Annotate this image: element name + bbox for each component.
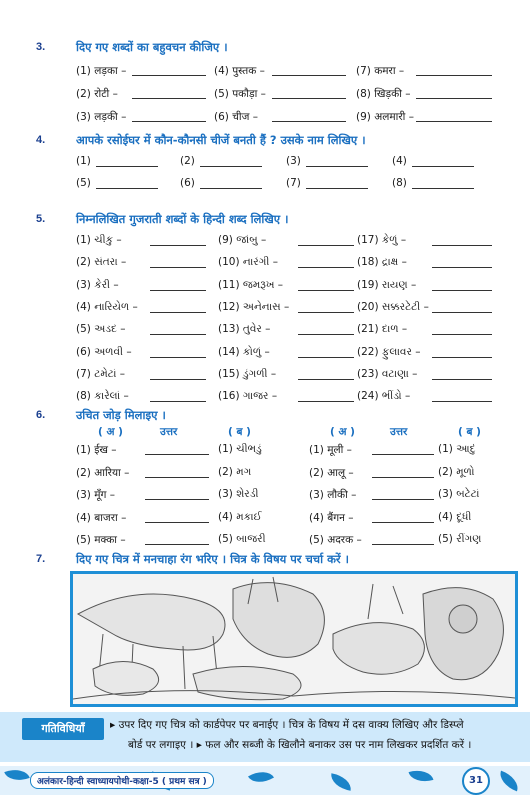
q4-instruction: आपके रसोईघर में कौन-कौनसी चीजें बनती हैं ? उसके नाम लिखिए । — [76, 133, 366, 147]
answer-blank[interactable] — [416, 121, 492, 122]
book-title: अलंकार-हिन्दी स्वाध्यायपोथी-कक्षा-5 ( प्रथम सत्र ) — [30, 772, 214, 789]
answer-blank[interactable] — [432, 334, 492, 335]
q4-item: (1) — [76, 155, 91, 167]
answer-blank[interactable] — [432, 379, 492, 380]
answer-blank[interactable] — [150, 401, 206, 402]
answer-blank[interactable] — [132, 98, 206, 99]
q6-header-b-left: ( ब ) — [228, 426, 251, 438]
q6-item: (5) मक्का – — [76, 534, 126, 546]
q5-item: (5) અડદ – — [76, 323, 126, 336]
answer-blank[interactable] — [298, 401, 354, 402]
q6-item: (4) દૂધી — [438, 510, 472, 523]
q6-item: (4) મકાઈ — [218, 510, 262, 523]
q4-item: (4) — [392, 155, 407, 167]
answer-blank[interactable] — [298, 357, 354, 358]
q3-item: (9) अलमारी – — [356, 111, 414, 123]
q5-item: (11) જમરૂખ – — [218, 278, 284, 291]
q6-item: (1) આદું — [438, 443, 476, 455]
answer-blank[interactable] — [150, 245, 206, 246]
q6-item: (4) बाजरा – — [76, 511, 127, 524]
q5-item: (12) અનેનાસ – — [218, 300, 290, 313]
q6-item: (1) ચીભડું — [218, 443, 262, 455]
q6-item: (2) आलू – — [309, 466, 354, 479]
q6-item: (2) आरिया – — [76, 466, 130, 479]
answer-blank[interactable] — [272, 75, 346, 76]
leaf-icon — [4, 765, 29, 786]
q5-item: (1) ચીકુ – — [76, 234, 122, 246]
q6-header-answer-left: उत्तर — [160, 426, 178, 438]
leaf-icon — [496, 771, 521, 792]
coloring-picture — [70, 571, 518, 707]
answer-blank[interactable] — [96, 166, 158, 167]
activity-label: गतिविधियाँ — [22, 718, 104, 740]
answer-blank[interactable] — [150, 312, 206, 313]
answer-blank[interactable] — [298, 312, 354, 313]
q6-item: (4) बैंगन – — [309, 511, 354, 524]
q7-number: 7. — [36, 553, 46, 565]
q6-instruction: उचित जोड़ मिलाइए । — [76, 408, 166, 422]
answer-blank[interactable] — [298, 245, 354, 246]
q5-item: (23) વટાણા – — [357, 367, 418, 380]
answer-blank[interactable] — [150, 267, 206, 268]
q5-item: (15) ડુંગળી – — [218, 367, 277, 380]
q3-number: 3. — [36, 41, 46, 53]
q3-instruction: दिए गए शब्दों का बहुवचन कीजिए । — [76, 40, 228, 54]
answer-blank[interactable] — [150, 334, 206, 335]
answer-blank[interactable] — [145, 544, 209, 545]
activity-line-2: बोर्ड पर लगाइए । ▸ फल और सब्जी के खिलौने बनाकर उस पर नाम लिखकर प्रदर्शित करें । — [128, 739, 472, 751]
q6-item: (5) બાજરી — [218, 533, 266, 545]
q4-item: (8) — [392, 177, 407, 189]
answer-blank[interactable] — [145, 477, 209, 478]
q5-item: (21) દાળ – — [357, 323, 408, 336]
q6-item: (1) मूली – — [309, 444, 352, 456]
q5-item: (14) કોળું – — [218, 345, 270, 358]
answer-blank[interactable] — [200, 166, 262, 167]
q3-item: (4) पुस्तक – — [214, 65, 265, 77]
answer-blank[interactable] — [132, 121, 206, 122]
q5-item: (22) ફુલાવર – — [357, 345, 421, 358]
q6-header-a-right: ( अ ) — [330, 426, 355, 438]
answer-blank[interactable] — [306, 166, 368, 167]
q5-item: (9) જાંબુ – — [218, 234, 267, 246]
q4-item: (3) — [286, 155, 301, 167]
answer-blank[interactable] — [145, 454, 209, 455]
q5-item: (4) નારિયેળ – — [76, 300, 138, 313]
answer-blank[interactable] — [416, 98, 492, 99]
answer-blank[interactable] — [432, 245, 492, 246]
q6-item: (3) શેરડી — [218, 488, 259, 500]
answer-blank[interactable] — [432, 357, 492, 358]
activity-band — [0, 712, 530, 762]
q5-instruction: निम्नलिखित गुजराती शब्दों के हिन्दी शब्द लिखिए । — [76, 212, 289, 226]
q6-item: (5) अदरक – — [309, 534, 362, 546]
q5-item: (8) કારેલાં – — [76, 390, 129, 403]
answer-blank[interactable] — [298, 334, 354, 335]
q3-item: (2) रोटी – — [76, 88, 118, 100]
q6-item: (2) મગ — [218, 465, 252, 478]
leaf-icon — [248, 765, 274, 788]
q7-instruction: दिए गए चित्र में मनचाहा रंग भरिए । चित्र के विषय पर चर्चा करें । — [76, 552, 349, 566]
answer-blank[interactable] — [372, 544, 434, 545]
q5-item: (7) ટમેટાં – — [76, 367, 126, 380]
activity-line-1: ▸ उपर दिए गए चित्र को कार्डपेपर पर बनाईए । चित्र के विषय में दस वाक्य लिखिए और डिस्प्ले — [110, 719, 464, 731]
q6-item: (3) लौकी – — [309, 489, 357, 501]
answer-blank[interactable] — [96, 188, 158, 189]
answer-blank[interactable] — [145, 522, 209, 523]
q5-item: (16) ગાજર – — [218, 390, 278, 403]
answer-blank[interactable] — [432, 401, 492, 402]
answer-blank[interactable] — [272, 121, 346, 122]
answer-blank[interactable] — [145, 499, 209, 500]
answer-blank[interactable] — [150, 290, 206, 291]
leaf-icon — [409, 766, 434, 785]
q5-item: (10) નારંગી – — [218, 256, 278, 269]
q6-item: (5) રીંગણ — [438, 533, 482, 545]
q4-number: 4. — [36, 134, 46, 146]
q5-item: (18) દ્રાક્ષ – — [357, 256, 407, 269]
q5-item: (17) કેળું – — [357, 234, 407, 246]
answer-blank[interactable] — [372, 499, 434, 500]
answer-blank[interactable] — [372, 454, 434, 455]
q5-item: (20) સક્કરટેટી – — [357, 300, 429, 313]
q5-item: (19) રાયણ – — [357, 278, 417, 291]
q5-item: (6) અળવી – — [76, 345, 132, 358]
q4-item: (5) — [76, 177, 91, 189]
answer-blank[interactable] — [306, 188, 368, 189]
q5-item: (24) ભીંડો – — [357, 390, 411, 403]
answer-blank[interactable] — [150, 357, 206, 358]
footer — [0, 766, 530, 795]
q6-header-b-right: ( ब ) — [458, 426, 481, 438]
q4-item: (2) — [180, 155, 195, 167]
answer-blank[interactable] — [412, 166, 474, 167]
answer-blank[interactable] — [298, 290, 354, 291]
q6-item: (2) મૂળો — [438, 465, 475, 478]
answer-blank[interactable] — [432, 267, 492, 268]
q4-item: (6) — [180, 177, 195, 189]
q5-number: 5. — [36, 213, 46, 225]
answer-blank[interactable] — [432, 290, 492, 291]
answer-blank[interactable] — [132, 75, 206, 76]
q3-item: (3) लड़की – — [76, 111, 127, 123]
answer-blank[interactable] — [272, 98, 346, 99]
q6-header-answer-right: उत्तर — [390, 426, 408, 438]
answer-blank[interactable] — [150, 379, 206, 380]
page-number: 31 — [462, 767, 490, 795]
answer-blank[interactable] — [298, 379, 354, 380]
answer-blank[interactable] — [416, 75, 492, 76]
q5-item: (3) કેરી – — [76, 278, 119, 291]
q6-number: 6. — [36, 409, 46, 421]
q3-item: (6) चीज – — [214, 111, 258, 123]
q3-item: (5) पकौड़ा – — [214, 88, 266, 100]
q6-item: (1) ईख – — [76, 444, 117, 456]
q3-item: (8) खिड़की – — [356, 88, 411, 100]
q6-item: (3) બટેટાં — [438, 488, 480, 500]
q5-item: (13) તુવેર – — [218, 323, 271, 336]
answer-blank[interactable] — [200, 188, 262, 189]
answer-blank[interactable] — [412, 188, 474, 189]
q6-header-a-left: ( अ ) — [98, 426, 123, 438]
leaf-icon — [329, 773, 353, 791]
q3-item: (7) कमरा – — [356, 65, 405, 77]
q3-item: (1) लड़का – — [76, 65, 127, 77]
answer-blank[interactable] — [372, 477, 434, 478]
q6-item: (3) मूँग – — [76, 489, 115, 501]
answer-blank[interactable] — [298, 267, 354, 268]
q5-item: (2) સંતરા – — [76, 256, 127, 269]
answer-blank[interactable] — [432, 312, 492, 313]
animals-sketch-illustration — [73, 574, 515, 704]
answer-blank[interactable] — [372, 522, 434, 523]
q4-item: (7) — [286, 177, 301, 189]
